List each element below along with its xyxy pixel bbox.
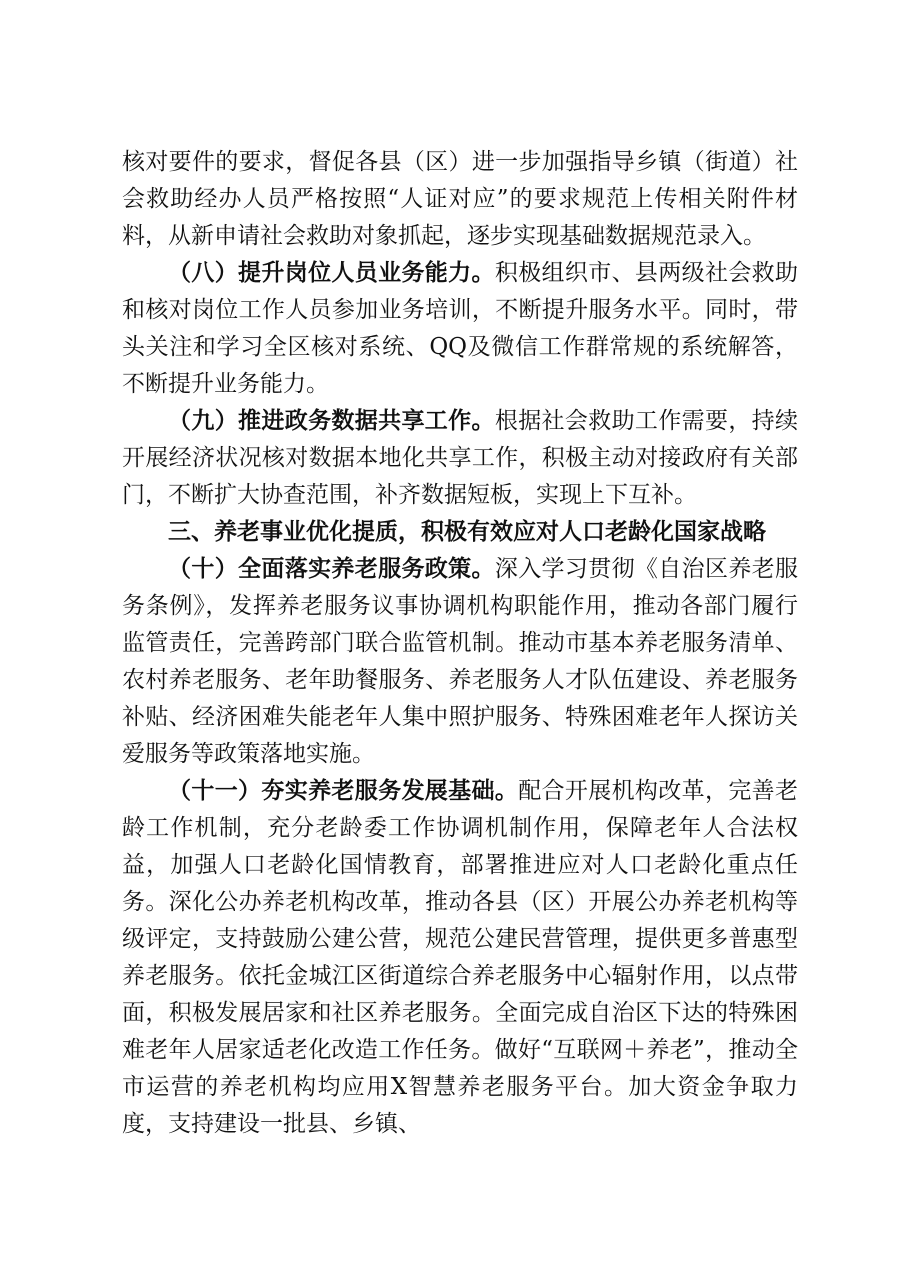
paragraph-text: 核对要件的要求，督促各县（区）进一步加强指导乡镇（街道）社会救助经办人员严格按照“人证对应”的要求规范上传相关附件材料，从新申请社会救助对象抓起，逐步实现基础数据规范录入。 bbox=[122, 149, 798, 249]
item-body-9: 根据社会救助工作需要，持续开展经济状况核对数据本地化共享工作，积极主动对接政府有关部门，不断扩大协查范围，补齐数据短板，实现上下互补。 bbox=[122, 408, 799, 508]
paragraph-item-11 bbox=[122, 773, 798, 1143]
item-heading-9: （九）推进政务数据共享工作。 bbox=[168, 408, 495, 434]
paragraph-continued bbox=[122, 144, 798, 255]
paragraph-item-8 bbox=[122, 255, 798, 403]
paragraph-item-9 bbox=[122, 403, 798, 514]
paragraph-item-10 bbox=[122, 551, 798, 773]
item-heading-8: （八）提升岗位人员业务能力。 bbox=[168, 260, 495, 286]
item-heading-10: （十）全面落实养老服务政策。 bbox=[168, 556, 495, 582]
item-body-11: 配合开展机构改革，完善老龄工作机制，充分老龄委工作协调机制作用，保障老年人合法权益，加强人口老龄化国情教育，部署推进应对人口老龄化重点任务。深化公办养老机构改革，推动各县（区）开展公办养老机构等级评定，支持鼓励公建公营，规范公建民营管理，提供更多普惠型养老服务。依托金城江区街道综合养老服务中心辐射作用，以点带面，积极发展居家和社区养老服务。全面完成自治区下达的特殊困难老年人居家适老化改造工作任务。做好“互联网＋养老”，推动全市运营的养老机构均应用X智慧养老服务平台。加大资金争取力度，支持建设一批县、乡镇、 bbox=[122, 778, 799, 1137]
section-heading-3: 三、养老事业优化提质，积极有效应对人口老龄化国家战略 bbox=[168, 519, 766, 545]
item-heading-11: （十一）夯实养老服务发展基础。 bbox=[168, 778, 519, 804]
item-body-8: 积极组织市、县两级社会救助和核对岗位工作人员参加业务培训，不断提升服务水平。同时，带头关注和学习全区核对系统、QQ及微信工作群常规的系统解答，不断提升业务能力。 bbox=[122, 260, 799, 397]
document-body bbox=[122, 144, 798, 1143]
item-body-10: 深入学习贯彻《自治区养老服务条例》，发挥养老服务议事协调机构职能作用，推动各部门履行监管责任，完善跨部门联合监管机制。推动市基本养老服务清单、农村养老服务、老年助餐服务、养老服务人才队伍建设、养老服务补贴、经济困难失能老年人集中照护服务、特殊困难老年人探访关爱服务等政策落地实施。 bbox=[122, 556, 799, 767]
